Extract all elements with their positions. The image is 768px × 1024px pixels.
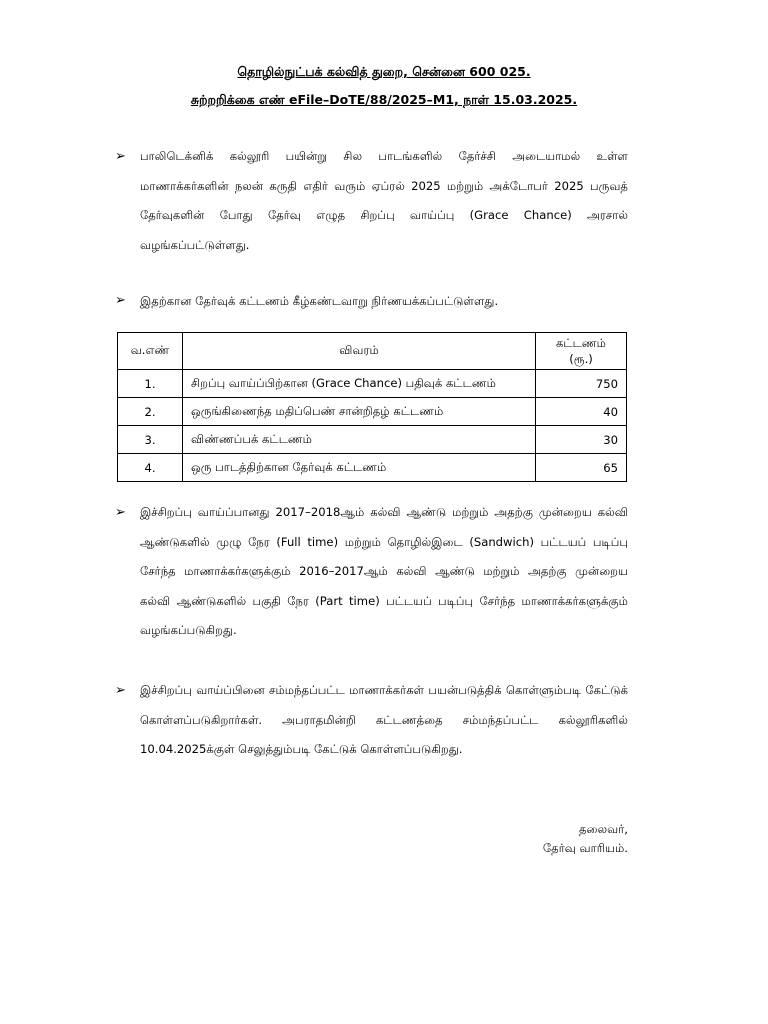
paragraph-payment-deadline: இச்சிறப்பு வாய்ப்பினை சம்மந்தப்பட்ட மாணாக்கர்கள் பயன்படுத்திக் கொள்ளும்படி கேட்டுக் கொள்ளப்படுகிறார்கள். அபராதமின்றி கட்டணத்தை சம்மந்தப்பட்ட கல்லூரிகளில் 10.04.2025க்குள் செலுத்தும்படி கேட்டுக் கொள்ளப்படுகிறது. (140, 683, 628, 756)
signature-block (543, 820, 628, 858)
row-serial: 4. (118, 454, 183, 482)
signature-title: தலைவர், (579, 822, 628, 836)
row-fee: 65 (536, 454, 627, 482)
row-fee: 40 (536, 398, 627, 426)
bullet-arrow-icon: ➢ (115, 683, 126, 698)
bullet-arrow-icon: ➢ (115, 505, 126, 520)
header-fee-unit: (ரூ.) (569, 352, 593, 366)
row-details: விண்ணப்பக் கட்டணம் (183, 426, 536, 454)
bullet-arrow-icon: ➢ (115, 293, 126, 308)
header-serial: வ.எண் (118, 333, 183, 370)
header-fee (536, 333, 627, 370)
paragraph-grace-chance: பாலிடெக்னிக் கல்லூரி பயின்று சில பாடங்களில் தேர்ச்சி அடையாமல் உள்ள மாணாக்கர்களின் நலன் கருதி எதிர் வரும் ஏப்ரல் 2025 மற்றும் அக்டோபர் 2025 பருவத் தேர்வுகளின் போது தேர்வு எழுத சிறப்பு வாய்ப்பு (Grace Chance) அரசால் வழங்கப்பட்டுள்ளது. (140, 149, 628, 252)
row-details: ஒருங்கிணைந்த மதிப்பெண் சான்றிதழ் கட்டணம் (183, 398, 536, 426)
circular-number-header: சுற்றறிக்கை எண் eFile–DoTE/88/2025–M1, நாள் 15.03.2025. (190, 92, 578, 107)
row-serial: 3. (118, 426, 183, 454)
department-header: தொழில்நுட்பக் கல்வித் துறை, சென்னை 600 025. (237, 64, 531, 79)
row-serial: 2. (118, 398, 183, 426)
table-row (118, 370, 627, 398)
fee-table (117, 332, 627, 482)
header-details: விவரம் (183, 333, 536, 370)
table-header-row (118, 333, 627, 370)
row-fee: 30 (536, 426, 627, 454)
row-serial: 1. (118, 370, 183, 398)
row-details: ஒரு பாடத்திற்கான தேர்வுக் கட்டணம் (183, 454, 536, 482)
bullet-arrow-icon: ➢ (115, 149, 126, 164)
signature-office: தேர்வு வாரியம். (542, 841, 628, 855)
row-fee: 750 (536, 370, 627, 398)
table-row (118, 426, 627, 454)
row-details: சிறப்பு வாய்ப்பிற்கான (Grace Chance) பதிவுக் கட்டணம் (183, 370, 536, 398)
paragraph-fee-intro: இதற்கான தேர்வுக் கட்டணம் கீழ்கண்டவாறு நிர்ணயக்கப்பட்டுள்ளது. (140, 294, 499, 308)
header-fee-label: கட்டணம் (556, 336, 606, 350)
paragraph-eligibility: இச்சிறப்பு வாய்ப்பானது 2017–2018ஆம் கல்வி ஆண்டு மற்றும் அதற்கு முன்றைய கல்வி ஆண்டுகளில் முழு நேர (Full time) மற்றும் தொழில்இடை (Sandwich) பட்டயப் படிப்பு சேர்ந்த மாணாக்கர்களுக்கும் 2016–2017ஆம் கல்வி ஆண்டு மற்றும் அதற்கு முன்றைய கல்வி ஆண்டுகளில் பகுதி நேர (Part time) பட்டயப் படிப்பு சேர்ந்த மாணாக்கர்களுக்கும் வழங்கப்படுகிறது. (140, 505, 628, 637)
table-row (118, 398, 627, 426)
table-row (118, 454, 627, 482)
